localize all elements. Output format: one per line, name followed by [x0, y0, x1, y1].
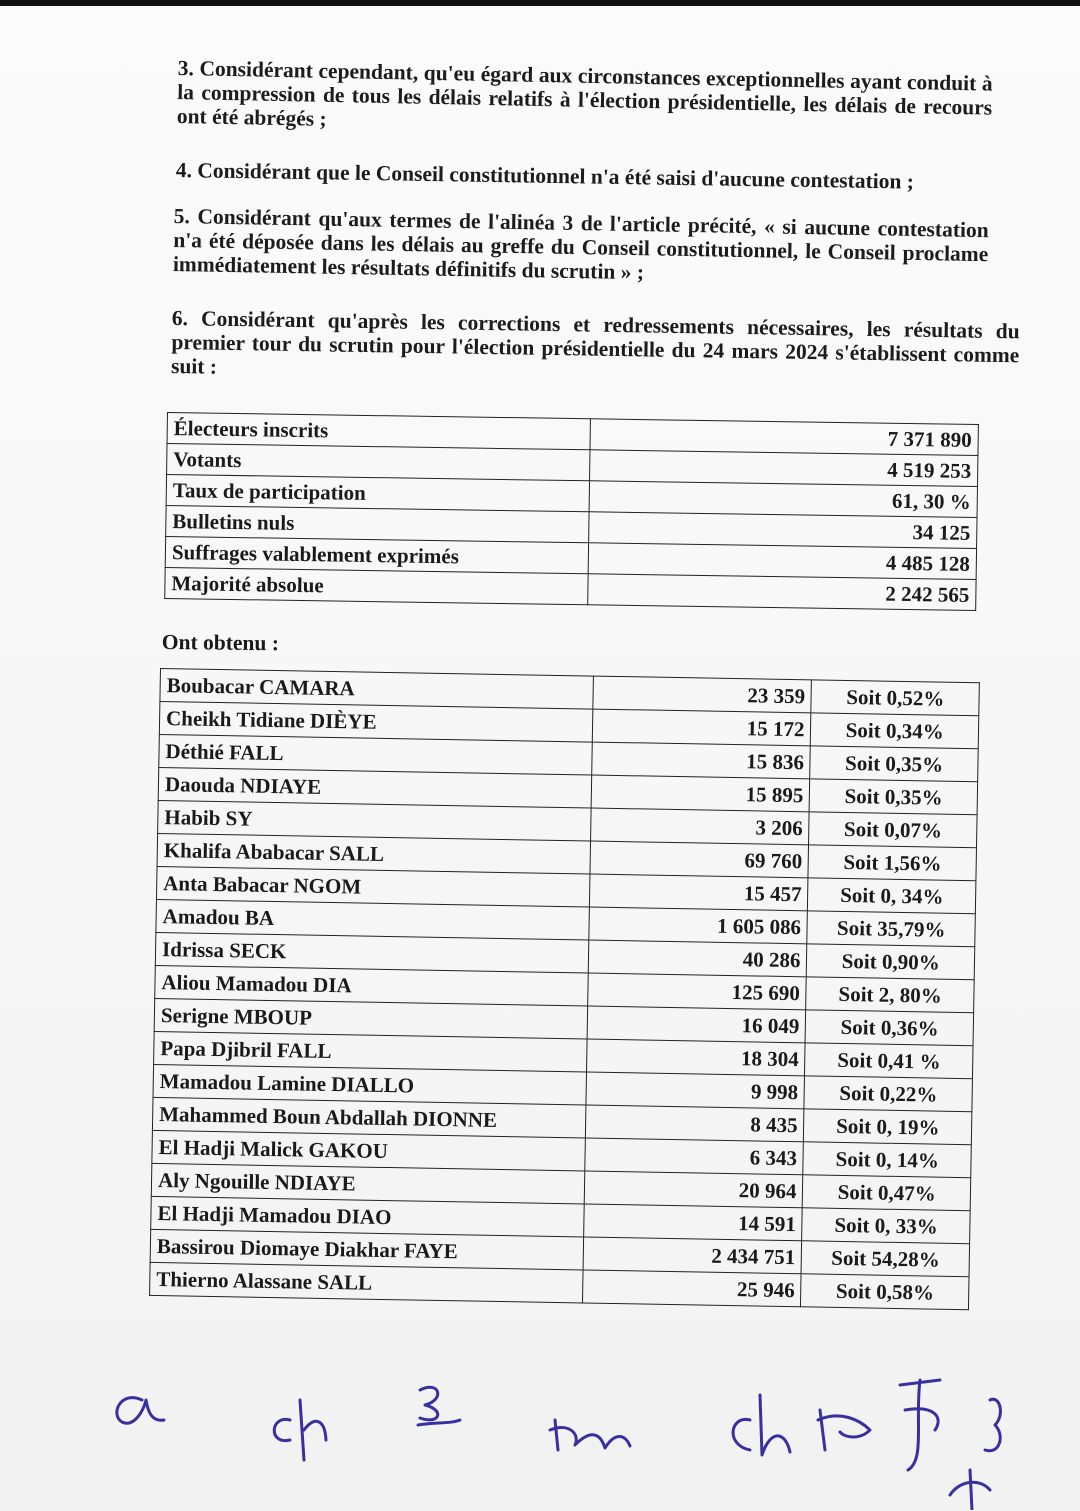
candidate-name: Habib SY: [158, 800, 591, 841]
candidate-percentage: Soit 0,35%: [810, 779, 978, 815]
stats-label: Votants: [167, 444, 590, 481]
candidate-percentage: Soit 0,35%: [810, 746, 978, 782]
candidate-name: El Hadji Mamadou DIAO: [151, 1196, 584, 1237]
candidate-name: Thierno Alassane SALL: [150, 1262, 583, 1303]
signature-1: [117, 1398, 164, 1424]
candidate-votes: 125 690: [587, 973, 806, 1010]
signature-5: [733, 1395, 790, 1455]
candidate-votes: 14 591: [583, 1204, 802, 1241]
stats-value: 4 519 253: [590, 450, 978, 487]
signature-2: [274, 1400, 326, 1460]
paragraph-4: 4. Considérant que le Conseil constitutionnel n'a été saisi d'aucune contestation ;: [175, 158, 915, 194]
signature-4: [550, 1420, 630, 1450]
candidate-percentage: Soit 0,41 %: [805, 1043, 973, 1079]
candidate-percentage: Soit 0, 34%: [808, 878, 976, 914]
candidate-name: Amadou BA: [156, 899, 589, 940]
candidate-name: Papa Djibril FALL: [154, 1031, 587, 1072]
stats-value: 34 125: [589, 512, 977, 549]
candidate-percentage: Soit 0,52%: [811, 680, 979, 716]
paragraph-3: 3. Considérant cependant, qu'eu égard aux circonstances exceptionnelles ayant conduit à la compression de tous les délais relatifs à l'élection présidentielle, les délais de recours ont été abrégés ;: [176, 56, 993, 131]
candidate-votes: 1 605 086: [588, 907, 807, 944]
signature-3: [418, 1387, 460, 1425]
paragraph-6: 6. Considérant qu'après les corrections et redressements nécessaires, les résultats du premier tour du scrutin pour l'élection présidentielle du 24 mars 2024 s'établissent comme suit :: [170, 306, 1020, 379]
candidate-votes: 15 172: [592, 709, 811, 746]
candidate-percentage: Soit 0,36%: [806, 1010, 974, 1046]
candidate-name: Aliou Mamadou DIA: [155, 965, 588, 1006]
candidate-votes: 8 435: [585, 1105, 804, 1142]
candidate-name: Déthié FALL: [159, 734, 592, 775]
candidate-percentage: Soit 0, 19%: [804, 1109, 972, 1145]
stats-label: Électeurs inscrits: [167, 413, 590, 450]
candidate-votes: 6 343: [584, 1138, 803, 1175]
signature-9: [950, 1470, 990, 1510]
candidate-name: Khalifa Ababacar SALL: [157, 833, 590, 874]
candidate-votes: 9 998: [586, 1072, 805, 1109]
signature-6: [818, 1410, 870, 1450]
candidate-percentage: Soit 54,28%: [802, 1241, 970, 1277]
candidate-name: Cheikh Tidiane DIÈYE: [159, 702, 592, 743]
stats-label: Taux de participation: [166, 475, 589, 512]
paragraph-5: 5. Considérant qu'aux termes de l'alinéa 3 de l'article précité, « si aucune contestation n'a été déposée dans les délais au greffe du Conseil constitutionnel, le Conseil proclame immédiatement les résultats définitifs du scrutin » ;: [172, 204, 989, 285]
stats-label: Bulletins nuls: [166, 505, 589, 542]
candidate-percentage: Soit 0, 14%: [803, 1142, 971, 1178]
candidate-name: Mamadou Lamine DIALLO: [153, 1064, 586, 1105]
candidate-name: Daouda NDIAYE: [158, 767, 591, 808]
candidate-percentage: Soit 0, 33%: [802, 1208, 970, 1244]
candidate-votes: 15 895: [591, 775, 810, 812]
candidate-votes: 3 206: [590, 808, 809, 845]
candidate-name: Idrissa SECK: [155, 932, 588, 973]
signature-7: [900, 1380, 940, 1470]
candidate-votes: 23 359: [592, 676, 811, 713]
candidate-votes: 16 049: [587, 1006, 806, 1043]
candidate-percentage: Soit 0,07%: [809, 812, 977, 848]
candidate-percentage: Soit 35,79%: [807, 911, 975, 947]
candidate-name: Bassirou Diomaye Diakhar FAYE: [150, 1229, 583, 1270]
stats-value: 61, 30 %: [589, 481, 977, 518]
candidate-name: Mahammed Boun Abdallah DIONNE: [152, 1097, 585, 1138]
stats-label: Majorité absolue: [165, 567, 588, 604]
candidate-name: El Hadji Malick GAKOU: [152, 1130, 585, 1171]
stats-value: 7 371 890: [590, 419, 978, 456]
candidate-percentage: Soit 0,22%: [804, 1076, 972, 1112]
candidate-percentage: Soit 2, 80%: [806, 977, 974, 1013]
candidate-votes: 15 836: [591, 742, 810, 779]
candidate-votes: 2 434 751: [583, 1237, 802, 1274]
candidate-percentage: Soit 1,56%: [808, 845, 976, 881]
stats-value: 4 485 128: [588, 543, 976, 580]
signature-8: [985, 1399, 1000, 1451]
candidate-votes: 15 457: [589, 874, 808, 911]
ont-obtenu-label: Ont obtenu :: [161, 630, 280, 656]
candidate-percentage: Soit 0,34%: [811, 713, 979, 749]
candidate-percentage: Soit 0,90%: [807, 944, 975, 980]
election-stats-table: [164, 412, 979, 611]
stats-label: Suffrages valablement exprimés: [165, 536, 588, 573]
candidate-percentage: Soit 0,47%: [803, 1175, 971, 1211]
candidate-name: Anta Babacar NGOM: [156, 866, 589, 907]
candidate-name: Serigne MBOUP: [154, 998, 587, 1039]
candidate-votes: 25 946: [582, 1270, 801, 1307]
candidate-name: Aly Ngouille NDIAYE: [151, 1163, 584, 1204]
stats-value: 2 242 565: [588, 574, 976, 611]
candidate-votes: 20 964: [584, 1171, 803, 1208]
signatures: [100, 1360, 1060, 1510]
candidate-results-table: [149, 668, 980, 1310]
candidate-votes: 18 304: [586, 1039, 805, 1076]
candidate-name: Boubacar CAMARA: [160, 669, 593, 710]
candidate-percentage: Soit 0,58%: [801, 1274, 969, 1310]
candidate-votes: 40 286: [588, 940, 807, 977]
candidate-votes: 69 760: [590, 841, 809, 878]
